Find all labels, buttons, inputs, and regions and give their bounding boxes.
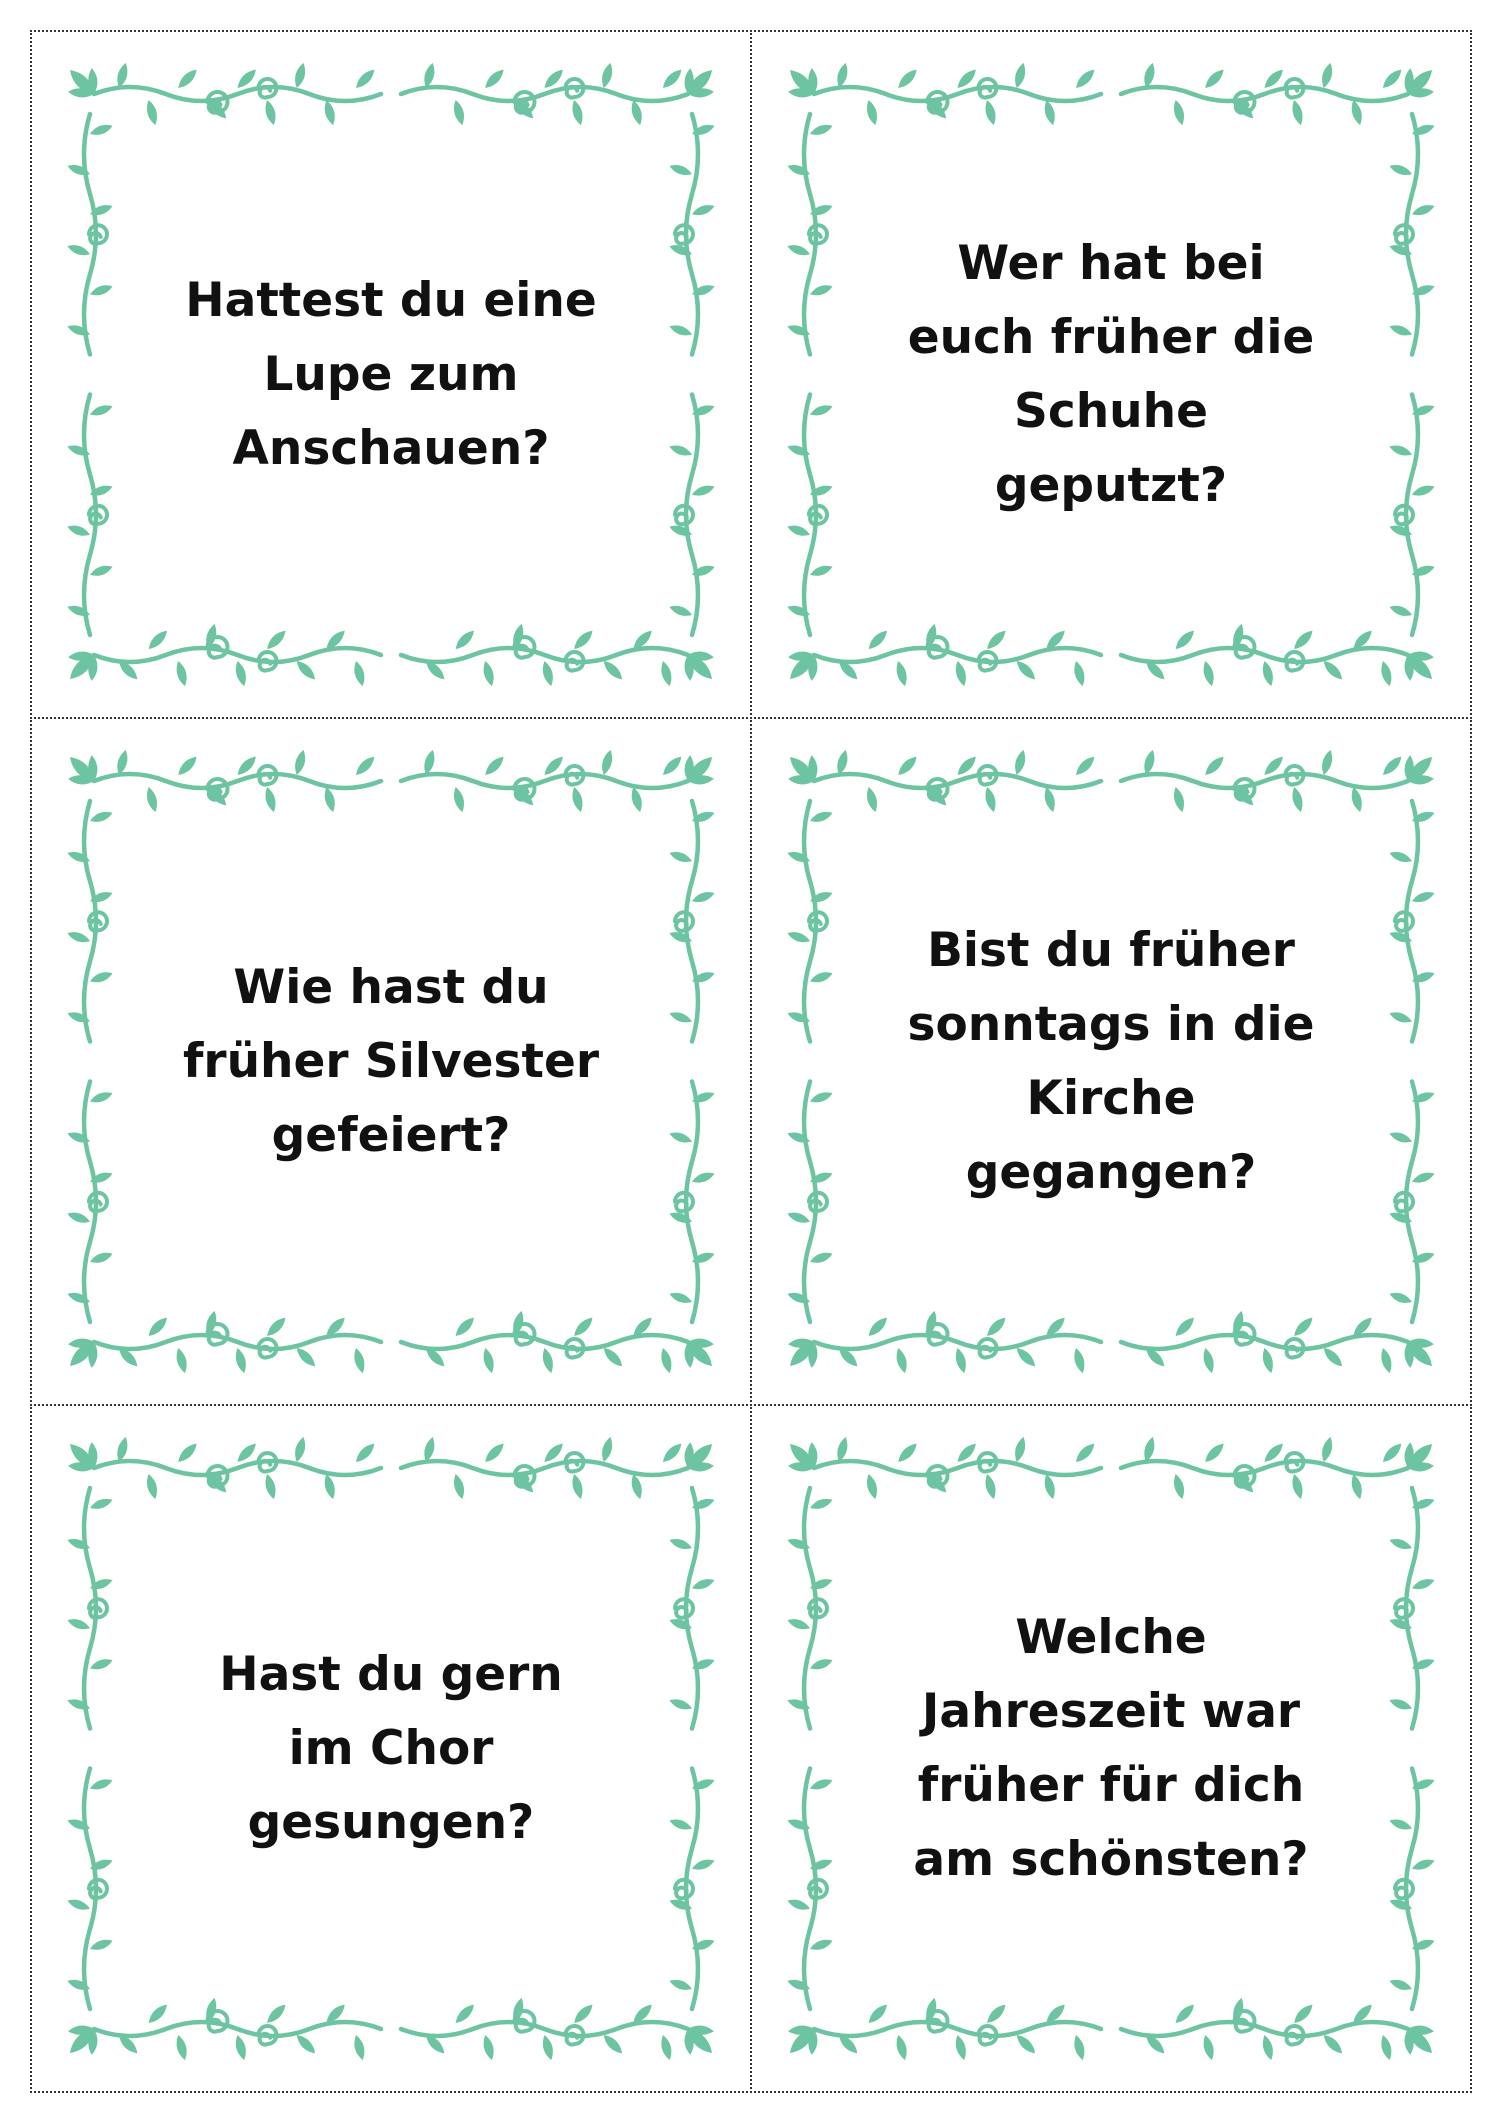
question-card-4 xyxy=(750,717,1472,1406)
question-text: Hast du gern im Chor gesungen? xyxy=(219,1646,563,1850)
question-card-3 xyxy=(30,717,752,1406)
card-sheet xyxy=(31,31,1471,2092)
question-card-1 xyxy=(30,30,752,719)
question-text: Wie hast du früher Silvester gefeiert? xyxy=(182,959,600,1163)
question-card-5 xyxy=(30,1404,752,2093)
question-text: Wer hat bei euch früher die Schuhe geputzt? xyxy=(907,235,1315,513)
question-text: Hattest du eine Lupe zum Anschauen? xyxy=(185,272,597,476)
question-text: Welche Jahreszeit war früher für dich am schönsten? xyxy=(913,1609,1309,1887)
question-card-6 xyxy=(750,1404,1472,2093)
question-card-2 xyxy=(750,30,1472,719)
question-text: Bist du früher sonntags in die Kirche gegangen? xyxy=(907,922,1315,1200)
